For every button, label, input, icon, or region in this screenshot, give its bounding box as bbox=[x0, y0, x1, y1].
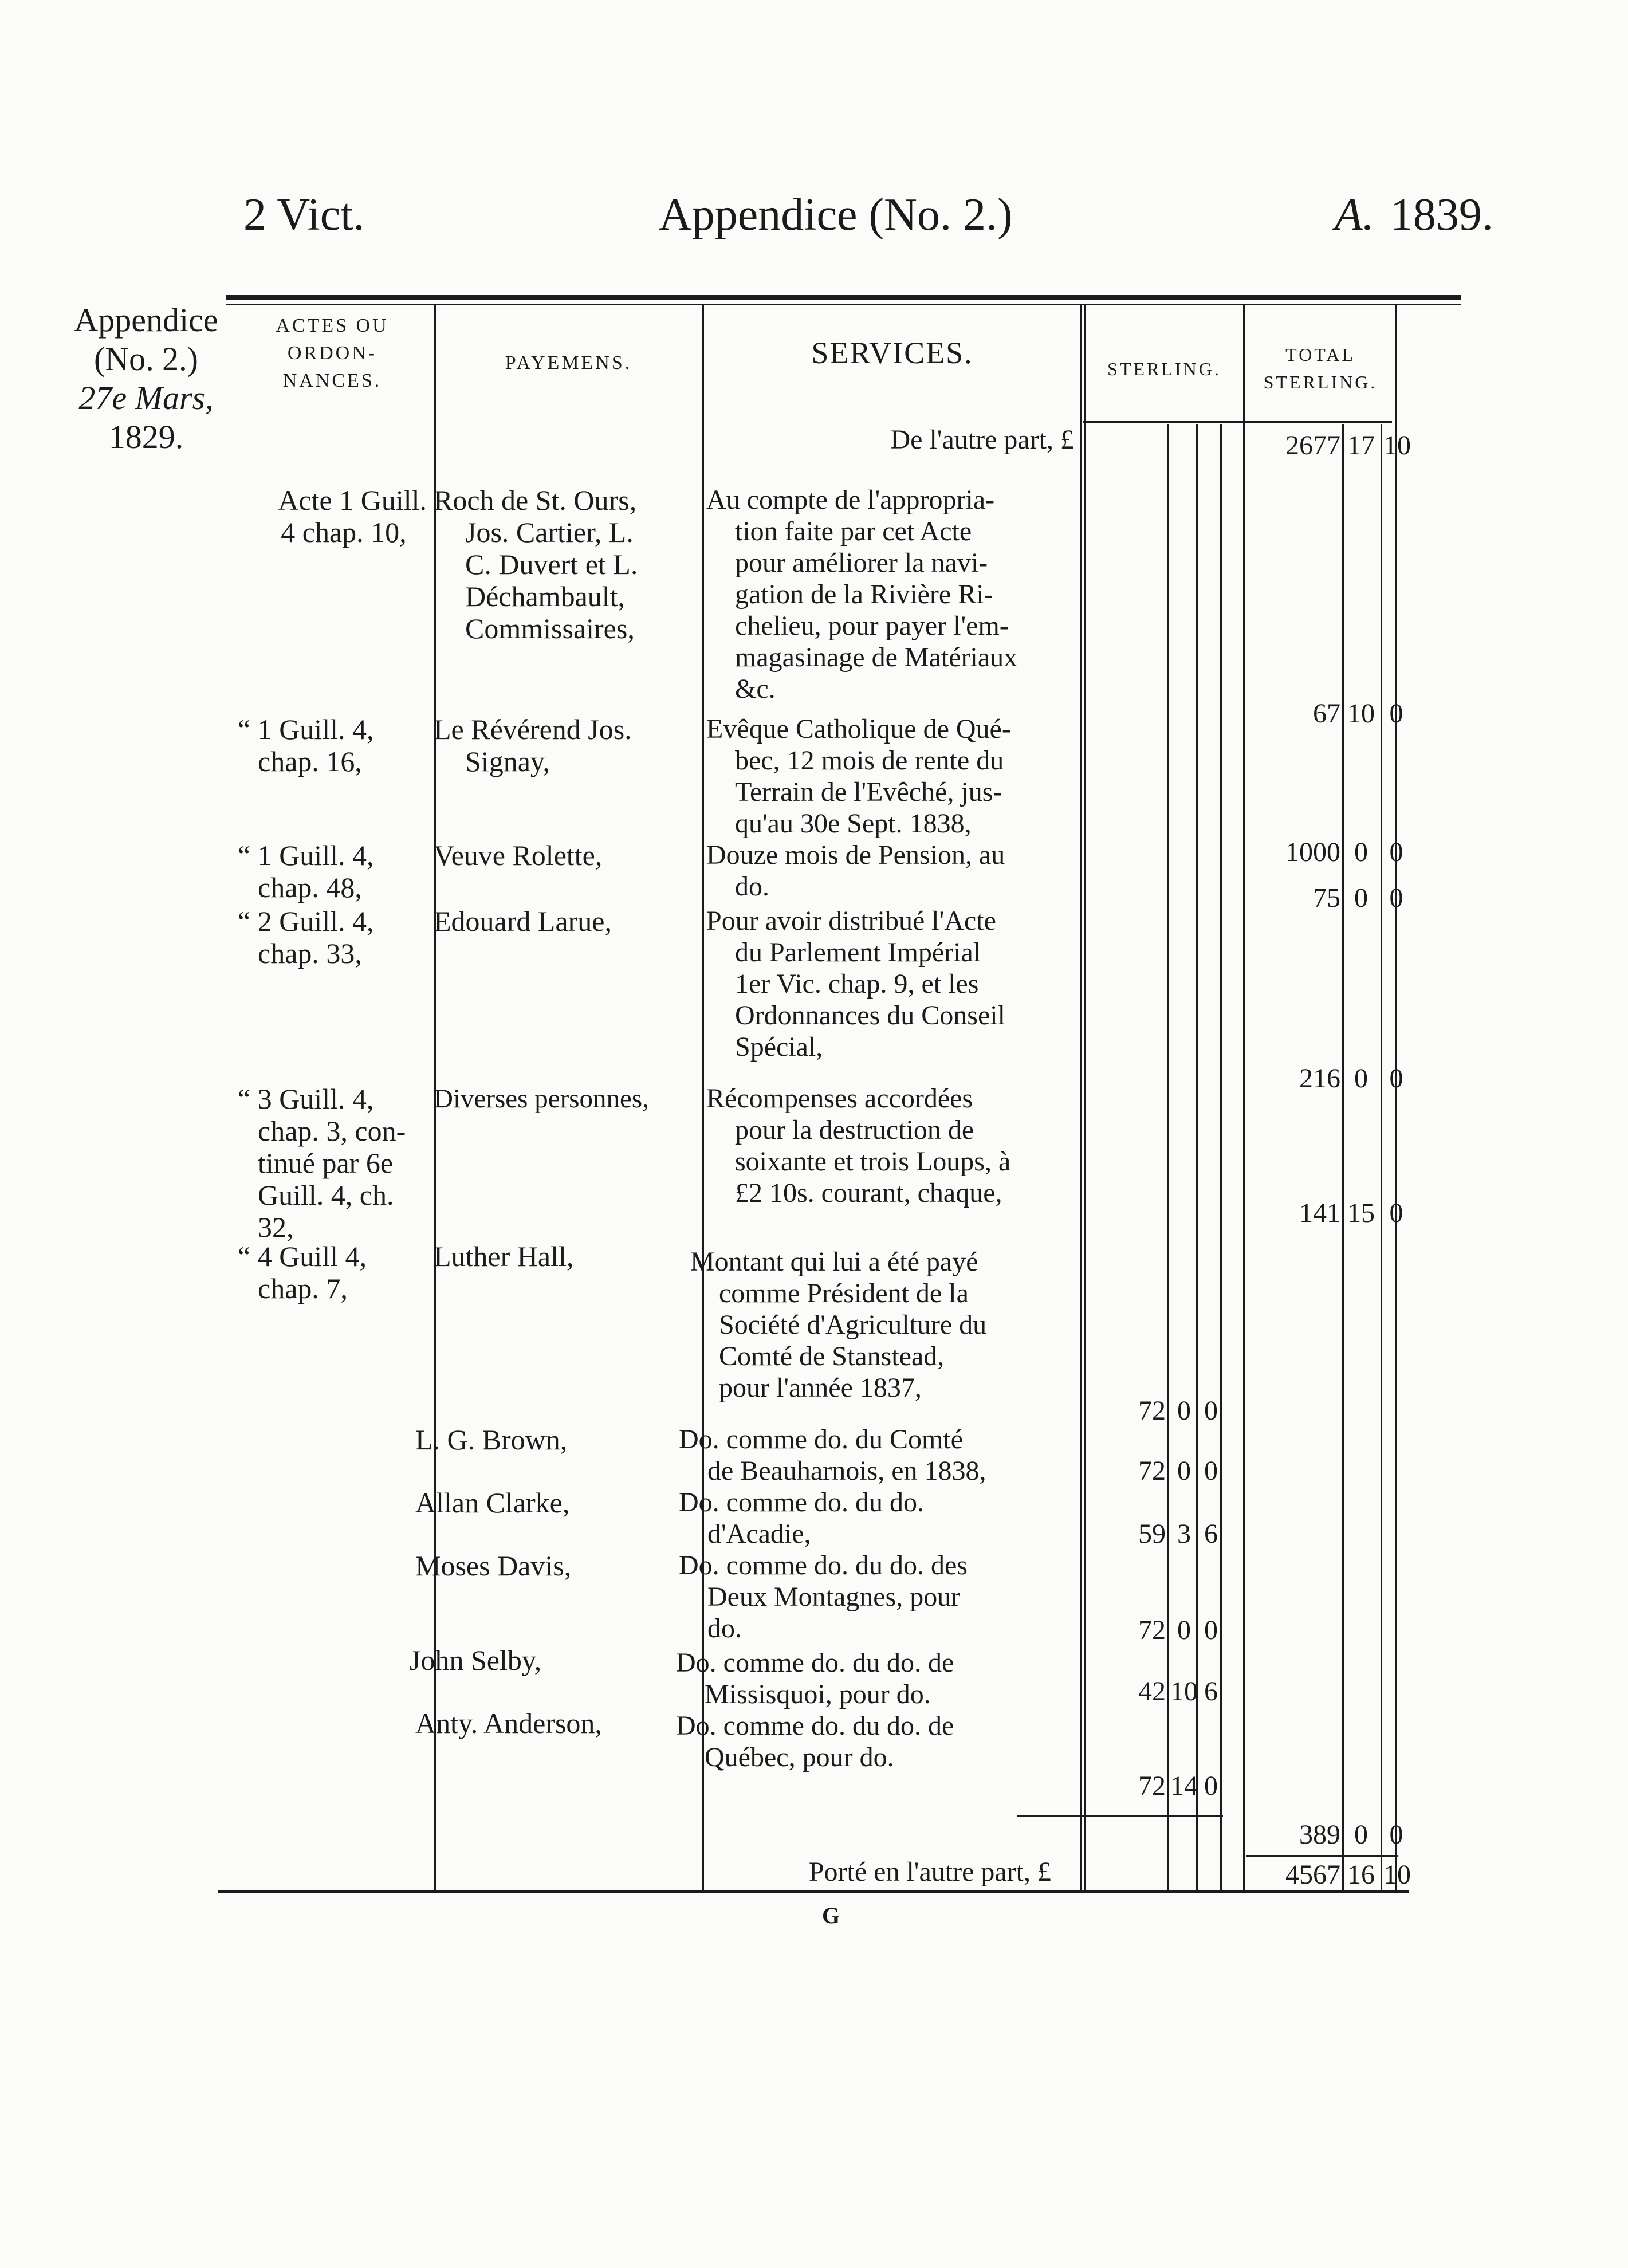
acte-line: chap. 7, bbox=[258, 1272, 348, 1304]
entry-total-pounds: 141 bbox=[1299, 1198, 1340, 1228]
rule-top bbox=[226, 295, 1461, 300]
services-line: Terrain de l'Evêché, jus- bbox=[735, 777, 1002, 807]
services-line: Montant qui lui a été payé bbox=[690, 1247, 978, 1277]
entry-total-pounds: 67 bbox=[1313, 698, 1340, 729]
services-line: Do. comme do. du Comté bbox=[679, 1424, 963, 1455]
col-header-total bbox=[1246, 341, 1395, 396]
rule-bottom bbox=[218, 1890, 1409, 1893]
acte-line: tinué par 6e bbox=[258, 1147, 394, 1179]
services-line: Ordonnances du Conseil bbox=[735, 1000, 1005, 1031]
payemens-line: Diverses personnes, bbox=[434, 1084, 649, 1114]
acte-line: chap. 33, bbox=[258, 937, 362, 969]
rule-subcol bbox=[1196, 424, 1198, 1890]
carried-in-pence: 10 bbox=[1383, 430, 1411, 461]
acte-line: 32, bbox=[258, 1211, 294, 1243]
services-line: Comté de Stanstead, bbox=[719, 1341, 945, 1371]
services-line: de Beauharnois, en 1838, bbox=[707, 1456, 986, 1486]
services-line: Do. comme do. du do. bbox=[679, 1487, 924, 1518]
acte-line: 4 chap. 10, bbox=[281, 516, 407, 548]
entry-acte bbox=[238, 839, 427, 903]
services-line: 1er Vic. chap. 9, et les bbox=[735, 969, 979, 999]
entry-sterling-pounds: 72 bbox=[1138, 1771, 1166, 1801]
entry-sterling-pence: 6 bbox=[1204, 1519, 1218, 1549]
entry-sterling-shillings: 14 bbox=[1170, 1771, 1198, 1801]
acte-line: Acte 1 Guill. bbox=[278, 484, 427, 516]
rule-total bbox=[1246, 1855, 1398, 1857]
entry-total-shillings: 0 bbox=[1354, 883, 1368, 913]
payemens-line: Veuve Rolette, bbox=[434, 839, 603, 871]
entry-total-shillings: 0 bbox=[1354, 837, 1368, 867]
entry-sterling-pence: 6 bbox=[1204, 1676, 1218, 1707]
entry-acte bbox=[238, 713, 427, 777]
services-line: comme Président de la bbox=[719, 1278, 969, 1308]
entry-total-pence: 0 bbox=[1389, 1198, 1403, 1228]
acte-line: Guill. 4, ch. bbox=[258, 1179, 394, 1211]
payemens-line: Edouard Larue, bbox=[434, 905, 612, 937]
entry-total-shillings: 10 bbox=[1347, 698, 1375, 729]
services-line: tion faite par cet Acte bbox=[735, 516, 972, 547]
rule-subtotal bbox=[1017, 1815, 1223, 1817]
entry-sterling-shillings: 0 bbox=[1177, 1396, 1191, 1426]
col-header-sterling: STERLING. bbox=[1107, 359, 1221, 379]
entry-payemens bbox=[434, 905, 703, 937]
services-line: Do. comme do. du do. de bbox=[676, 1711, 954, 1741]
entry-services bbox=[676, 1710, 1063, 1773]
rule-subcol bbox=[1381, 424, 1382, 1890]
payemens-line: Luther Hall, bbox=[434, 1240, 574, 1272]
acte-line: “ 4 Guill 4, bbox=[238, 1240, 367, 1272]
services-line: Missisquoi, pour do. bbox=[705, 1679, 931, 1709]
services-line: £2 10s. courant, chaque, bbox=[735, 1178, 1002, 1208]
entry-sterling-pence: 0 bbox=[1204, 1771, 1218, 1801]
payemens-line: Roch de St. Ours, bbox=[434, 484, 637, 516]
signature-mark: G bbox=[822, 1903, 840, 1928]
services-line: qu'au 30e Sept. 1838, bbox=[735, 808, 972, 839]
entry-services bbox=[706, 839, 1076, 902]
entry-acte bbox=[238, 484, 427, 548]
entry-total-pence: 0 bbox=[1389, 1063, 1403, 1094]
entry-total-pounds: 1000 bbox=[1285, 837, 1340, 867]
services-line: Récompenses accordées bbox=[706, 1083, 973, 1114]
services-line: gation de la Rivière Ri- bbox=[735, 579, 993, 610]
margin-note-line: (No. 2.) bbox=[93, 340, 198, 378]
entry-sterling-shillings: 3 bbox=[1177, 1519, 1191, 1549]
entry-total-pence: 0 bbox=[1389, 883, 1403, 913]
acte-line: chap. 48, bbox=[258, 871, 362, 903]
services-line: Evêque Catholique de Qué- bbox=[706, 714, 1011, 744]
entry-payemens bbox=[434, 839, 703, 871]
services-line: Deux Montagnes, pour bbox=[707, 1582, 961, 1612]
entry-payemens bbox=[434, 484, 703, 644]
payemens-line: Signay, bbox=[465, 745, 550, 777]
services-line: Douze mois de Pension, au bbox=[706, 840, 1005, 870]
acte-line: chap. 3, con- bbox=[258, 1115, 406, 1147]
payemens-line: L. G. Brown, bbox=[415, 1424, 568, 1456]
col-header-line: STERLING. bbox=[1263, 372, 1378, 392]
services-line: d'Acadie, bbox=[707, 1519, 811, 1549]
rule-col bbox=[1395, 304, 1397, 1890]
entry-payemens bbox=[434, 1240, 703, 1272]
rule-col bbox=[1084, 304, 1086, 1890]
carried-in-label: De l'autre part, £ bbox=[890, 424, 1074, 455]
subtotal-pence: 0 bbox=[1389, 1819, 1403, 1850]
entry-sterling-pounds: 59 bbox=[1138, 1519, 1166, 1549]
header-title: Appendice (No. 2.) bbox=[659, 190, 1013, 240]
margin-note-line: 27e Mars, bbox=[78, 379, 214, 416]
acte-line: chap. 16, bbox=[258, 745, 362, 777]
entry-acte bbox=[238, 905, 427, 969]
services-line: Québec, pour do. bbox=[705, 1742, 894, 1772]
entry-sterling-shillings: 0 bbox=[1177, 1456, 1191, 1486]
entry-services bbox=[706, 905, 1076, 1063]
col-header-line: ACTES OU bbox=[276, 315, 389, 336]
header-session: 2 Vict. bbox=[243, 190, 365, 240]
services-line: Do. comme do. du do. de bbox=[676, 1648, 954, 1678]
rule-header bbox=[1083, 421, 1392, 423]
entry-services bbox=[690, 1246, 1063, 1404]
subtotal-shillings: 0 bbox=[1354, 1819, 1368, 1850]
entry-acte bbox=[238, 1083, 427, 1243]
entry-services bbox=[706, 484, 1076, 705]
entry-payemens bbox=[415, 1487, 685, 1519]
carried-out-pence: 10 bbox=[1383, 1860, 1411, 1890]
entry-payemens bbox=[434, 713, 703, 777]
payemens-line: Commissaires, bbox=[465, 612, 635, 644]
header-year-prefix: A. bbox=[1335, 190, 1374, 240]
services-line: soixante et trois Loups, à bbox=[735, 1146, 1011, 1177]
entry-total-pence: 0 bbox=[1389, 837, 1403, 867]
entry-services bbox=[706, 1083, 1076, 1209]
services-line: magasinage de Matériaux bbox=[735, 642, 1018, 673]
rule-subcol bbox=[1167, 424, 1169, 1890]
services-line: Au compte de l'appropria- bbox=[706, 485, 995, 515]
entry-sterling-pence: 0 bbox=[1204, 1396, 1218, 1426]
entry-payemens bbox=[415, 1707, 685, 1739]
services-line: Société d'Agriculture du bbox=[719, 1310, 987, 1340]
payemens-line: Déchambault, bbox=[465, 580, 626, 612]
entry-total-pence: 0 bbox=[1389, 698, 1403, 729]
col-header-actes bbox=[238, 312, 427, 395]
services-line: Pour avoir distribué l'Acte bbox=[706, 906, 996, 936]
services-line: du Parlement Impérial bbox=[735, 937, 981, 968]
services-line: pour la destruction de bbox=[735, 1115, 974, 1145]
entry-payemens bbox=[415, 1424, 685, 1456]
entry-sterling-pence: 0 bbox=[1204, 1615, 1218, 1645]
col-header-line: NANCES. bbox=[282, 370, 382, 391]
header-year-value: 1839. bbox=[1390, 190, 1493, 240]
col-header-line: TOTAL bbox=[1285, 344, 1355, 365]
services-line: do. bbox=[735, 871, 769, 902]
subtotal-pounds: 389 bbox=[1299, 1819, 1340, 1850]
col-header-payemens: PAYEMENS. bbox=[505, 352, 632, 374]
col-header-services: SERVICES. bbox=[811, 336, 973, 370]
payemens-line: Allan Clarke, bbox=[415, 1487, 570, 1519]
carried-in-pounds: 2677 bbox=[1285, 430, 1340, 461]
entry-services bbox=[679, 1487, 1063, 1550]
entry-sterling-pounds: 72 bbox=[1138, 1456, 1166, 1486]
rule-subcol bbox=[1342, 424, 1344, 1890]
services-line: chelieu, pour payer l'em- bbox=[735, 611, 1009, 641]
payemens-line: Le Révérend Jos. bbox=[434, 713, 632, 745]
services-line: do. bbox=[707, 1613, 742, 1644]
entry-total-shillings: 15 bbox=[1347, 1198, 1375, 1228]
carried-out-pounds: 4567 bbox=[1285, 1860, 1340, 1890]
payemens-line: Jos. Cartier, L. bbox=[465, 516, 634, 548]
carried-out-shillings: 16 bbox=[1347, 1860, 1375, 1890]
entry-sterling-pence: 0 bbox=[1204, 1456, 1218, 1486]
header-year bbox=[1335, 189, 1493, 241]
entry-sterling-pounds: 72 bbox=[1138, 1615, 1166, 1645]
entry-total-pounds: 216 bbox=[1299, 1063, 1340, 1094]
entry-payemens bbox=[415, 1550, 685, 1582]
acte-line: “ 3 Guill. 4, bbox=[238, 1083, 374, 1115]
services-line: &c. bbox=[735, 674, 776, 704]
entry-acte bbox=[238, 1240, 427, 1304]
entry-services bbox=[676, 1647, 1063, 1710]
services-line: Spécial, bbox=[735, 1032, 823, 1062]
entry-services bbox=[706, 713, 1076, 839]
entry-sterling-pounds: 42 bbox=[1138, 1676, 1166, 1707]
col-header-line: ORDON- bbox=[287, 343, 377, 364]
entry-total-shillings: 0 bbox=[1354, 1063, 1368, 1094]
carried-in-shillings: 17 bbox=[1347, 430, 1375, 461]
acte-line: “ 2 Guill. 4, bbox=[238, 905, 374, 937]
payemens-line: Anty. Anderson, bbox=[415, 1707, 602, 1739]
rule-top-thin bbox=[226, 304, 1461, 305]
acte-line: “ 1 Guill. 4, bbox=[238, 713, 374, 745]
entry-payemens bbox=[410, 1644, 679, 1676]
entry-payemens bbox=[434, 1083, 703, 1115]
entry-sterling-shillings: 0 bbox=[1177, 1615, 1191, 1645]
margin-note-line: Appendice bbox=[74, 301, 218, 339]
entry-sterling-pounds: 72 bbox=[1138, 1396, 1166, 1426]
acte-line: “ 1 Guill. 4, bbox=[238, 839, 374, 871]
payemens-line: C. Duvert et L. bbox=[465, 548, 638, 580]
entry-services bbox=[679, 1550, 1063, 1644]
margin-note-line: 1829. bbox=[108, 418, 184, 455]
margin-note bbox=[63, 301, 229, 457]
services-line: pour améliorer la navi- bbox=[735, 548, 988, 578]
entry-total-pounds: 75 bbox=[1313, 883, 1340, 913]
rule-col bbox=[1243, 304, 1245, 1890]
rule-col bbox=[1080, 304, 1082, 1890]
entry-sterling-shillings: 10 bbox=[1170, 1676, 1198, 1707]
rule-subcol bbox=[1220, 424, 1222, 1890]
services-line: bec, 12 mois de rente du bbox=[735, 745, 1004, 776]
ledger-table bbox=[226, 286, 1461, 1936]
payemens-line: Moses Davis, bbox=[415, 1550, 572, 1582]
services-line: pour l'année 1837, bbox=[719, 1373, 922, 1403]
payemens-line: John Selby, bbox=[410, 1644, 542, 1676]
entry-services bbox=[679, 1424, 1063, 1487]
carried-out-label: Porté en l'autre part, £ bbox=[808, 1857, 1051, 1887]
services-line: Do. comme do. du do. des bbox=[679, 1550, 968, 1581]
